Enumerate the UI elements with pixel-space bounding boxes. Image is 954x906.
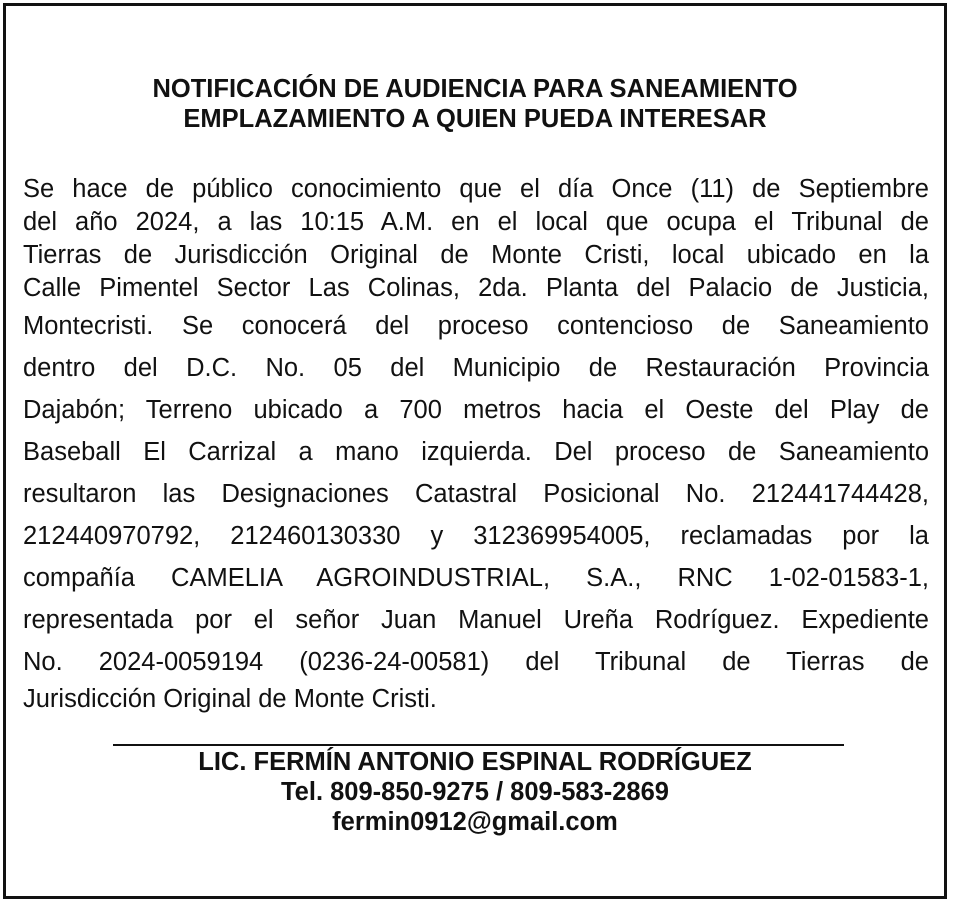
body-line: representada por el señor Juan Manuel Ureña Rodríguez. Expediente [23,606,929,634]
body-line: Calle Pimentel Sector Las Colinas, 2da. Planta del Palacio de Justicia, [23,274,929,302]
body-line: No. 2024-0059194 (0236-24-00581) del Tribunal de Tierras de [23,648,929,676]
body-line: Tierras de Jurisdicción Original de Monte Cristi, local ubicado en la [23,241,929,269]
signer-name: LIC. FERMÍN ANTONIO ESPINAL RODRÍGUEZ [198,748,752,776]
body-line: Dajabón; Terreno ubicado a 700 metros hacia el Oeste del Play de [23,396,929,424]
signer-email: fermin0912@gmail.com [332,808,618,836]
notice-body [23,173,929,716]
signature-block [6,747,944,837]
notice-title [6,74,944,134]
signature-rule [113,744,844,746]
body-line: Jurisdicción Original de Monte Cristi. [23,685,437,713]
notice-frame [3,3,947,899]
title-line-1: NOTIFICACIÓN DE AUDIENCIA PARA SANEAMIENTO [152,75,798,103]
body-line: Montecristi. Se conocerá del proceso contencioso de Saneamiento [23,312,929,340]
body-line: resultaron las Designaciones Catastral Posicional No. 212441744428, [23,480,929,508]
signer-phone: Tel. 809-850-9275 / 809-583-2869 [281,778,669,806]
body-line: dentro del D.C. No. 05 del Municipio de Restauración Provincia [23,354,929,382]
title-line-2: EMPLAZAMIENTO A QUIEN PUEDA INTERESAR [183,105,767,133]
body-line: 212440970792, 212460130330 y 312369954005, reclamadas por la [23,522,929,550]
body-line: compañía CAMELIA AGROINDUSTRIAL, S.A., RNC 1-02-01583-1, [23,564,929,592]
body-line: del año 2024, a las 10:15 A.M. en el local que ocupa el Tribunal de [23,208,929,236]
body-line: Se hace de público conocimiento que el día Once (11) de Septiembre [23,175,929,203]
body-line: Baseball El Carrizal a mano izquierda. Del proceso de Saneamiento [23,438,929,466]
